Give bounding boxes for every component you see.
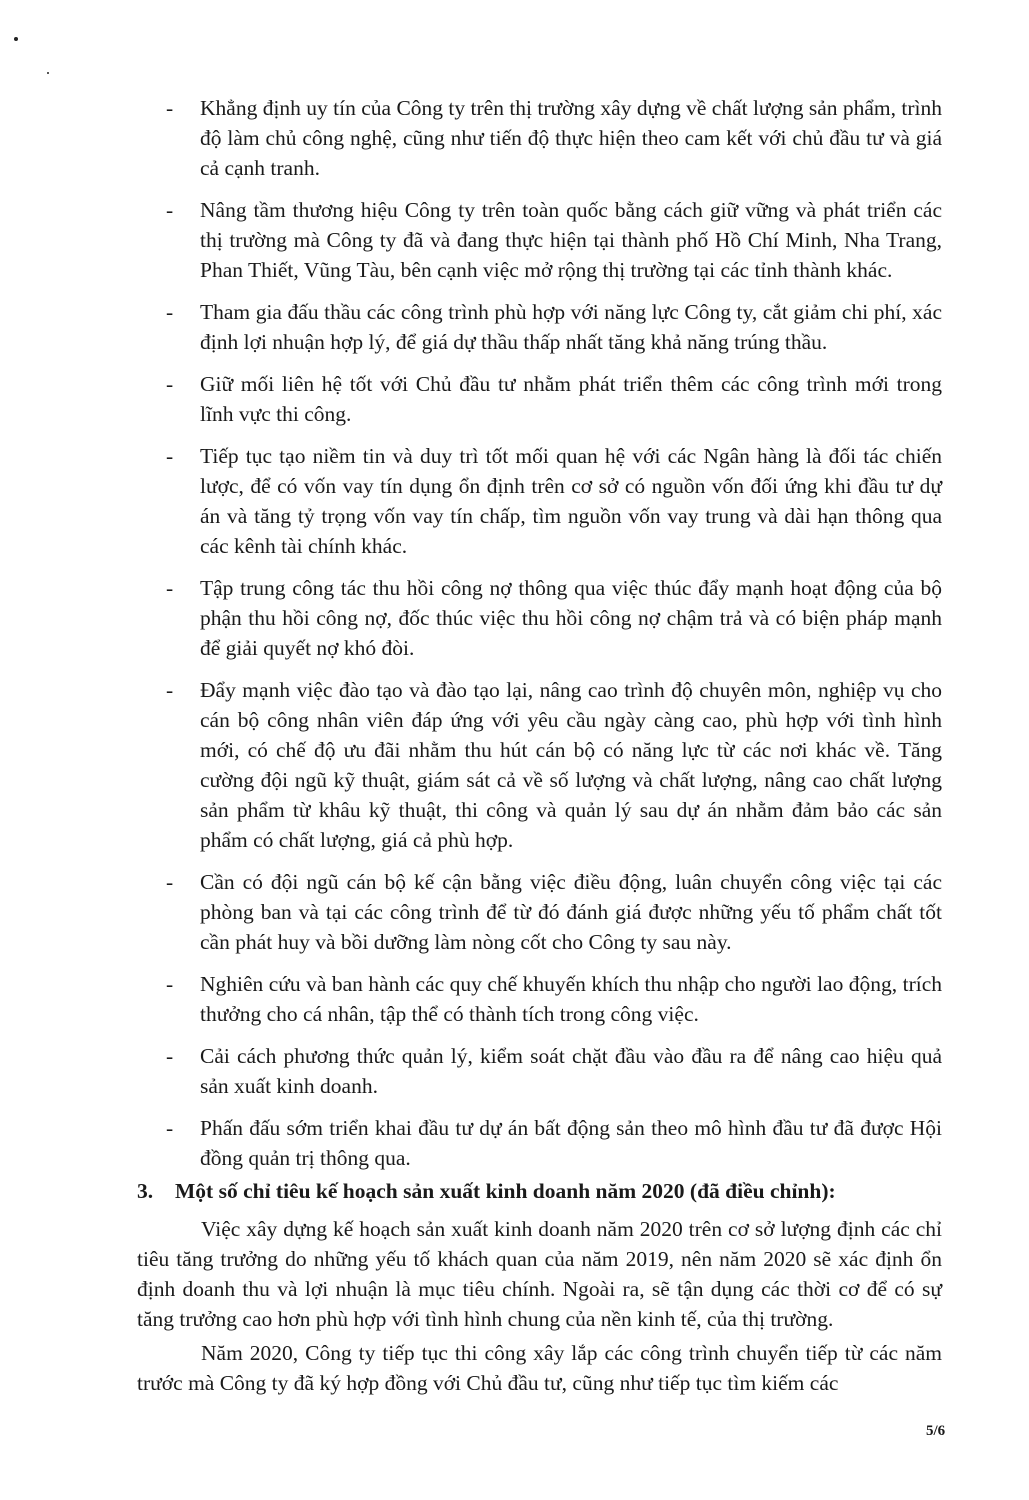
- list-item-text: Tham gia đấu thầu các công trình phù hợp với năng lực Công ty, cắt giảm chi phí, xác định lợi nhuận hợp lý, để giá dự thầu thấp nhất tăng khả năng trúng thầu.: [200, 300, 942, 354]
- bullet-dash: -: [166, 576, 174, 600]
- section-title: Một số chỉ tiêu kế hoạch sản xuất kinh doanh năm 2020 (đã điều chỉnh):: [175, 1179, 836, 1203]
- bullet-dash: -: [166, 1044, 174, 1068]
- bullet-dash: -: [166, 372, 174, 396]
- list-item-text: Cải cách phương thức quản lý, kiểm soát chặt đầu vào đầu ra để nâng cao hiệu quả sản xuất kinh doanh.: [200, 1044, 942, 1098]
- list-item: [160, 1041, 942, 1101]
- list-item: [160, 93, 942, 183]
- bullet-dash: -: [166, 1116, 174, 1140]
- list-item-text: Nghiên cứu và ban hành các quy chế khuyến khích thu nhập cho người lao động, trích thưởng cho cá nhân, tập thể có thành tích trong công việc.: [200, 972, 942, 1026]
- list-item-text: Phấn đấu sớm triển khai đầu tư dự án bất động sản theo mô hình đầu tư đã được Hội đồng quản trị thông qua.: [200, 1116, 942, 1170]
- bullet-dash: -: [166, 678, 174, 702]
- bullet-dash: -: [166, 198, 174, 222]
- list-item-text: Nâng tầm thương hiệu Công ty trên toàn quốc bằng cách giữ vững và phát triển các thị trường mà Công ty đã và đang thực hiện tại thành phố Hồ Chí Minh, Nha Trang, Phan Thiết, Vũng Tàu, bên cạnh việc mở rộng thị trường tại các tỉnh thành khác.: [200, 198, 942, 282]
- list-item-text: Đẩy mạnh việc đào tạo và đào tạo lại, nâng cao trình độ chuyên môn, nghiệp vụ cho cán bộ công nhân viên đáp ứng với yêu cầu ngày càng cao, phù hợp với tình hình mới, có chế độ ưu đãi nhằm thu hút cán bộ có năng lực từ các nơi khác về. Tăng cường đội ngũ kỹ thuật, giám sát cả về số lượng và chất lượng, nâng cao chất lượng sản phẩm từ khâu kỹ thuật, thi công và quản lý sau dự án nhằm đảm bảo các sản phẩm có chất lượng, giá cả phù hợp.: [200, 678, 942, 852]
- section-heading: [137, 1176, 942, 1206]
- page-number: 5/6: [926, 1423, 946, 1439]
- list-item-text: Tập trung công tác thu hồi công nợ thông qua việc thúc đẩy mạnh hoạt động của bộ phận thu hồi công nợ, đốc thúc việc thu hồi công nợ chậm trả và có biện pháp mạnh để giải quyết nợ khó đòi.: [200, 576, 942, 660]
- list-item: [160, 969, 942, 1029]
- bullet-dash: -: [166, 300, 174, 324]
- body-paragraph: Việc xây dựng kế hoạch sản xuất kinh doanh năm 2020 trên cơ sở lượng định các chỉ tiêu tăng trưởng do những yếu tố khách quan của năm 2019, nên năm 2020 sẽ xác định ổn định doanh thu và lợi nhuận là mục tiêu chính. Ngoài ra, sẽ tận dụng các thời cơ để có sự tăng trưởng cao hơn phù hợp với tình hình chung của nền kinh tế, của thị trường.: [137, 1217, 942, 1331]
- list-item-text: Tiếp tục tạo niềm tin và duy trì tốt mối quan hệ với các Ngân hàng là đối tác chiến lược, để có vốn vay tín dụng ổn định trên cơ sở có nguồn vốn đối ứng khi đầu tư dự án và tăng tỷ trọng vốn vay tín chấp, tìm nguồn vốn vay trung và dài hạn thông qua các kênh tài chính khác.: [200, 444, 942, 558]
- scan-speck: [47, 72, 49, 74]
- list-item-text: Khẳng định uy tín của Công ty trên thị trường xây dựng về chất lượng sản phẩm, trình độ làm chủ công nghệ, cũng như tiến độ thực hiện theo cam kết với chủ đầu tư và giá cả cạnh tranh.: [200, 96, 942, 180]
- list-item: [160, 1113, 942, 1173]
- section-number: 3.: [137, 1179, 154, 1203]
- body-paragraph: Năm 2020, Công ty tiếp tục thi công xây lắp các công trình chuyển tiếp từ các năm trước mà Công ty đã ký hợp đồng với Chủ đầu tư, cũng như tiếp tục tìm kiếm các: [137, 1341, 942, 1395]
- list-item-text: Giữ mối liên hệ tốt với Chủ đầu tư nhằm phát triển thêm các công trình mới trong lĩnh vực thi công.: [200, 372, 942, 426]
- bullet-dash: -: [166, 444, 174, 468]
- list-item: [160, 867, 942, 957]
- list-item: [160, 297, 942, 357]
- list-item: [160, 441, 942, 561]
- bullet-dash: -: [166, 972, 174, 996]
- scan-speck: [14, 37, 18, 41]
- list-item-text: Cần có đội ngũ cán bộ kế cận bằng việc điều động, luân chuyển công việc tại các phòng ban và tại các công trình để từ đó đánh giá được những yếu tố phẩm chất tốt cần phát huy và bồi dưỡng làm nòng cốt cho Công ty sau này.: [200, 870, 942, 954]
- bullet-dash: -: [166, 96, 174, 120]
- list-item: [160, 573, 942, 663]
- bullet-dash: -: [166, 870, 174, 894]
- list-item: [160, 369, 942, 429]
- list-item: [160, 195, 942, 285]
- bullet-list: [160, 93, 942, 1185]
- list-item: [160, 675, 942, 855]
